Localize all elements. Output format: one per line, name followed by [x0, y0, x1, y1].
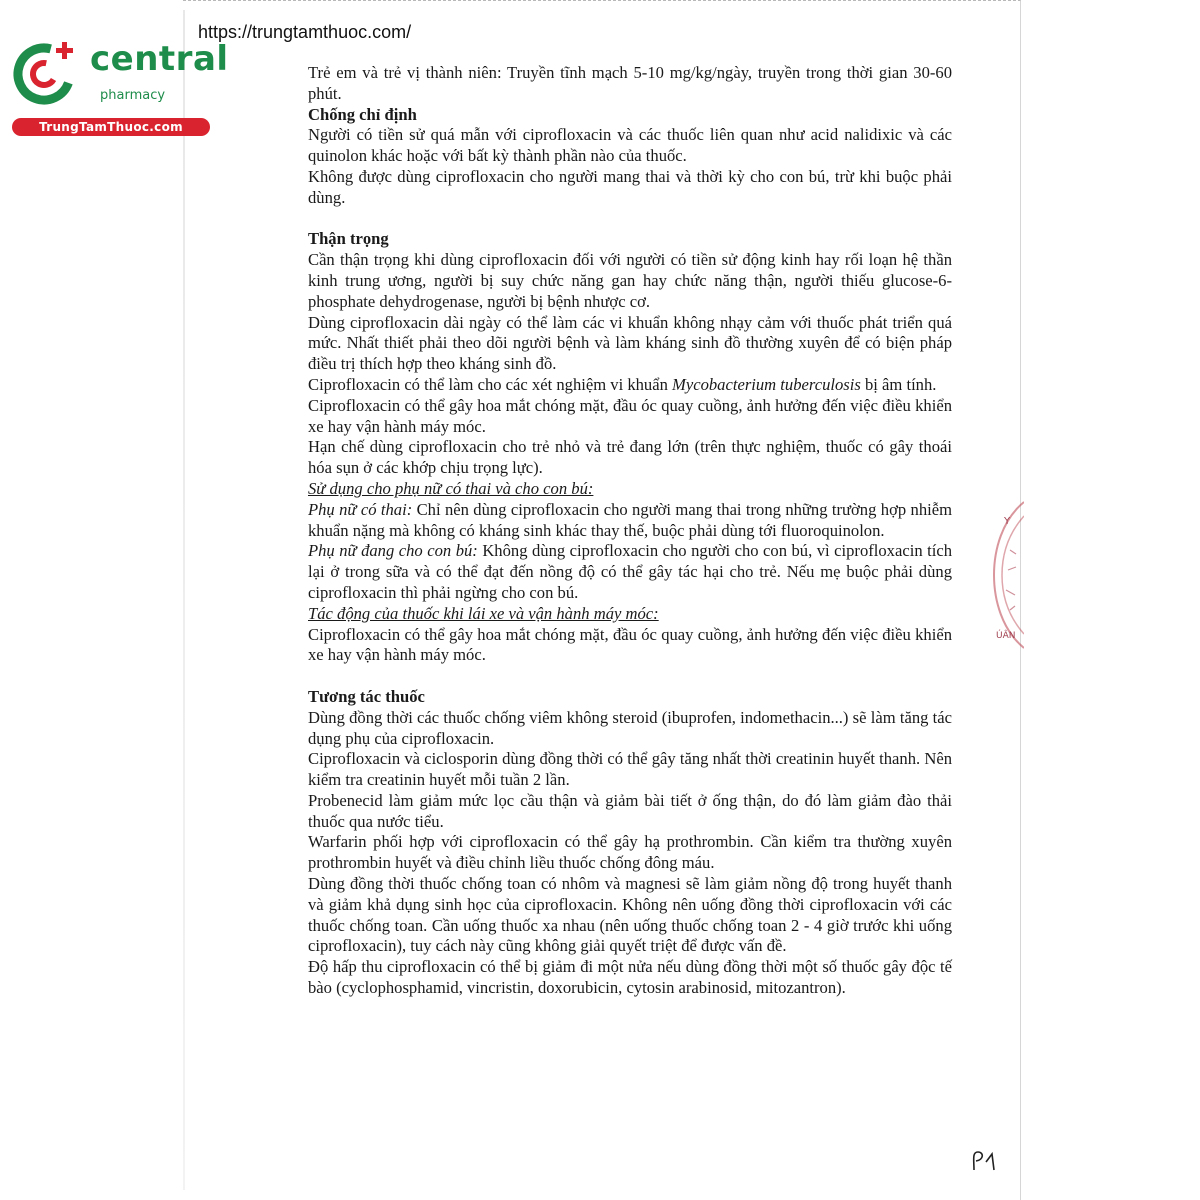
contraindications-heading: Chống chỉ định [308, 104, 417, 124]
nursing-paragraph [308, 541, 952, 603]
nursing-text: Không dùng ciprofloxacin cho người cho con bú, vì ciprofloxacin tích lại ở trong sữa và có thể đạt đến nồng độ có thể gây tác hại cho trẻ. Nếu mẹ buộc phải dùng ciprofloxacin thì phải ngừng cho con bú. [308, 541, 952, 602]
precautions-text: bị âm tính. [860, 374, 937, 394]
species-name: Mycobacterium tuberculosis [672, 374, 861, 394]
stamp-text-top: Y [1004, 516, 1011, 527]
precautions-paragraph: Ciprofloxacin có thể gây hoa mắt chóng mặt, đầu óc quay cuồng, ảnh hưởng đến việc điều khiển xe hay vận hành máy móc. [308, 395, 952, 436]
section-spacer [308, 209, 952, 230]
logo-tagline: pharmacy [100, 88, 166, 103]
precautions-text: Ciprofloxacin có thể làm cho các xét nghiệm vi khuẩn [308, 374, 673, 394]
precautions-paragraph: Dùng ciprofloxacin dài ngày có thể làm các vi khuẩn không nhạy cảm với thuốc phát triển quá mức. Nhất thiết phải theo dõi người bệnh và làm kháng sinh đồ thường xuyên để có biện pháp điều trị thích hợp theo kháng sinh đồ. [308, 312, 952, 374]
interactions-paragraph: Dùng đồng thời các thuốc chống viêm không steroid (ibuprofen, indomethacin...) sẽ làm tăng tác dụng phụ của ciprofloxacin. [308, 707, 952, 748]
interactions-paragraph: Probenecid làm giảm mức lọc cầu thận và giảm bài tiết ở ống thận, do đó làm giảm đào thải thuốc qua nước tiểu. [308, 790, 952, 831]
interactions-paragraph: Ciprofloxacin và ciclosporin dùng đồng thời có thể gây tăng nhất thời creatinin huyết thanh. Nên kiểm tra creatinin huyết mỗi tuần 2 lần. [308, 749, 952, 790]
precautions-heading: Thận trọng [308, 229, 389, 249]
interactions-heading: Tương tác thuốc [308, 686, 425, 706]
pregnancy-subheading: Sử dụng cho phụ nữ có thai và cho con bú: [308, 478, 594, 498]
document-body [308, 63, 952, 999]
pregnant-text: Chỉ nên dùng ciprofloxacin cho người mang thai trong những trường hợp nhiễm khuẩn nặng mà không có kháng sinh khác thay thế, buộc phải dùng tới fluoroquinolon. [308, 499, 953, 540]
interactions-paragraph: Warfarin phối hợp với ciprofloxacin có thể gây hạ prothrombin. Cần kiểm tra thường xuyên prothrombin huyết và điều chỉnh liều thuốc chống đông máu. [308, 832, 952, 873]
pregnant-label: Phụ nữ có thai: [308, 499, 413, 519]
central-pharmacy-logo-icon [10, 36, 82, 108]
children-dose-text: Trẻ em và trẻ vị thành niên: Truyền tĩnh mạch 5-10 mg/kg/ngày, truyền trong thời gian 30-60 phút. [308, 63, 952, 103]
pharmacy-logo[interactable] [10, 36, 229, 136]
driving-subheading: Tác động của thuốc khi lái xe và vận hành máy móc: [308, 603, 659, 623]
handwritten-page-mark [968, 1148, 1008, 1172]
section-spacer [308, 666, 952, 687]
page-left-shadow [183, 10, 185, 1190]
interactions-paragraph: Độ hấp thu ciprofloxacin có thể bị giảm đi một nửa nếu dùng đồng thời một số thuốc gây độc tế bào (cyclophosphamid, vincristin, doxorubicin, cytosin arabinosid, mitozantron). [308, 957, 952, 998]
precautions-paragraph [308, 375, 952, 396]
red-seal-stamp [988, 500, 1024, 650]
nursing-label: Phụ nữ đang cho con bú: [308, 541, 478, 561]
contraindications-paragraph: Người có tiền sử quá mẫn với ciprofloxacin và các thuốc liên quan như acid nalidixic và các quinolon khác hoặc với bất kỳ thành phần nào của thuốc. [308, 125, 952, 166]
precautions-paragraph: Cần thận trọng khi dùng ciprofloxacin đối với người có tiền sử động kinh hay rối loạn hệ thần kinh trung ương, người bị suy chức năng gan hay chức năng thận, người thiếu glucose-6- phosphate dehydrogenase, người bị bệnh nhược cơ. [308, 250, 952, 311]
interactions-paragraph: Dùng đồng thời thuốc chống toan có nhôm và magnesi sẽ làm giảm nồng độ trong huyết thanh và giảm khả dụng sinh học của ciprofloxacin. Không nên uống đồng thời ciprofloxacin với các thuốc chống toan. Cần uống thuốc xa nhau (nên uống thuốc chống toan 2 - 4 giờ trước khi uống ciprofloxacin), tuy cách này cũng không giải quyết triệt để được vấn đề. [308, 874, 952, 956]
contraindications-paragraph: Không được dùng ciprofloxacin cho người mang thai và thời kỳ cho con bú, trừ khi buộc phải dùng. [308, 166, 952, 207]
logo-banner: TrungTamThuoc.com [12, 118, 210, 136]
stamp-text-bottom: ÚÂN [996, 631, 1016, 641]
pregnancy-paragraph [308, 500, 952, 542]
source-url[interactable]: https://trungtamthuoc.com/ [198, 22, 412, 42]
precautions-paragraph: Hạn chế dùng ciprofloxacin cho trẻ nhỏ và trẻ đang lớn (trên thực nghiệm, thuốc có gây thoái hóa sụn ở các khớp chịu trọng lực). [308, 437, 952, 478]
logo-brand-text: central [90, 39, 229, 79]
driving-paragraph: Ciprofloxacin có thể gây hoa mắt chóng mặt, đầu óc quay cuồng, ảnh hưởng đến việc điều khiển xe hay vận hành máy móc. [308, 624, 952, 665]
